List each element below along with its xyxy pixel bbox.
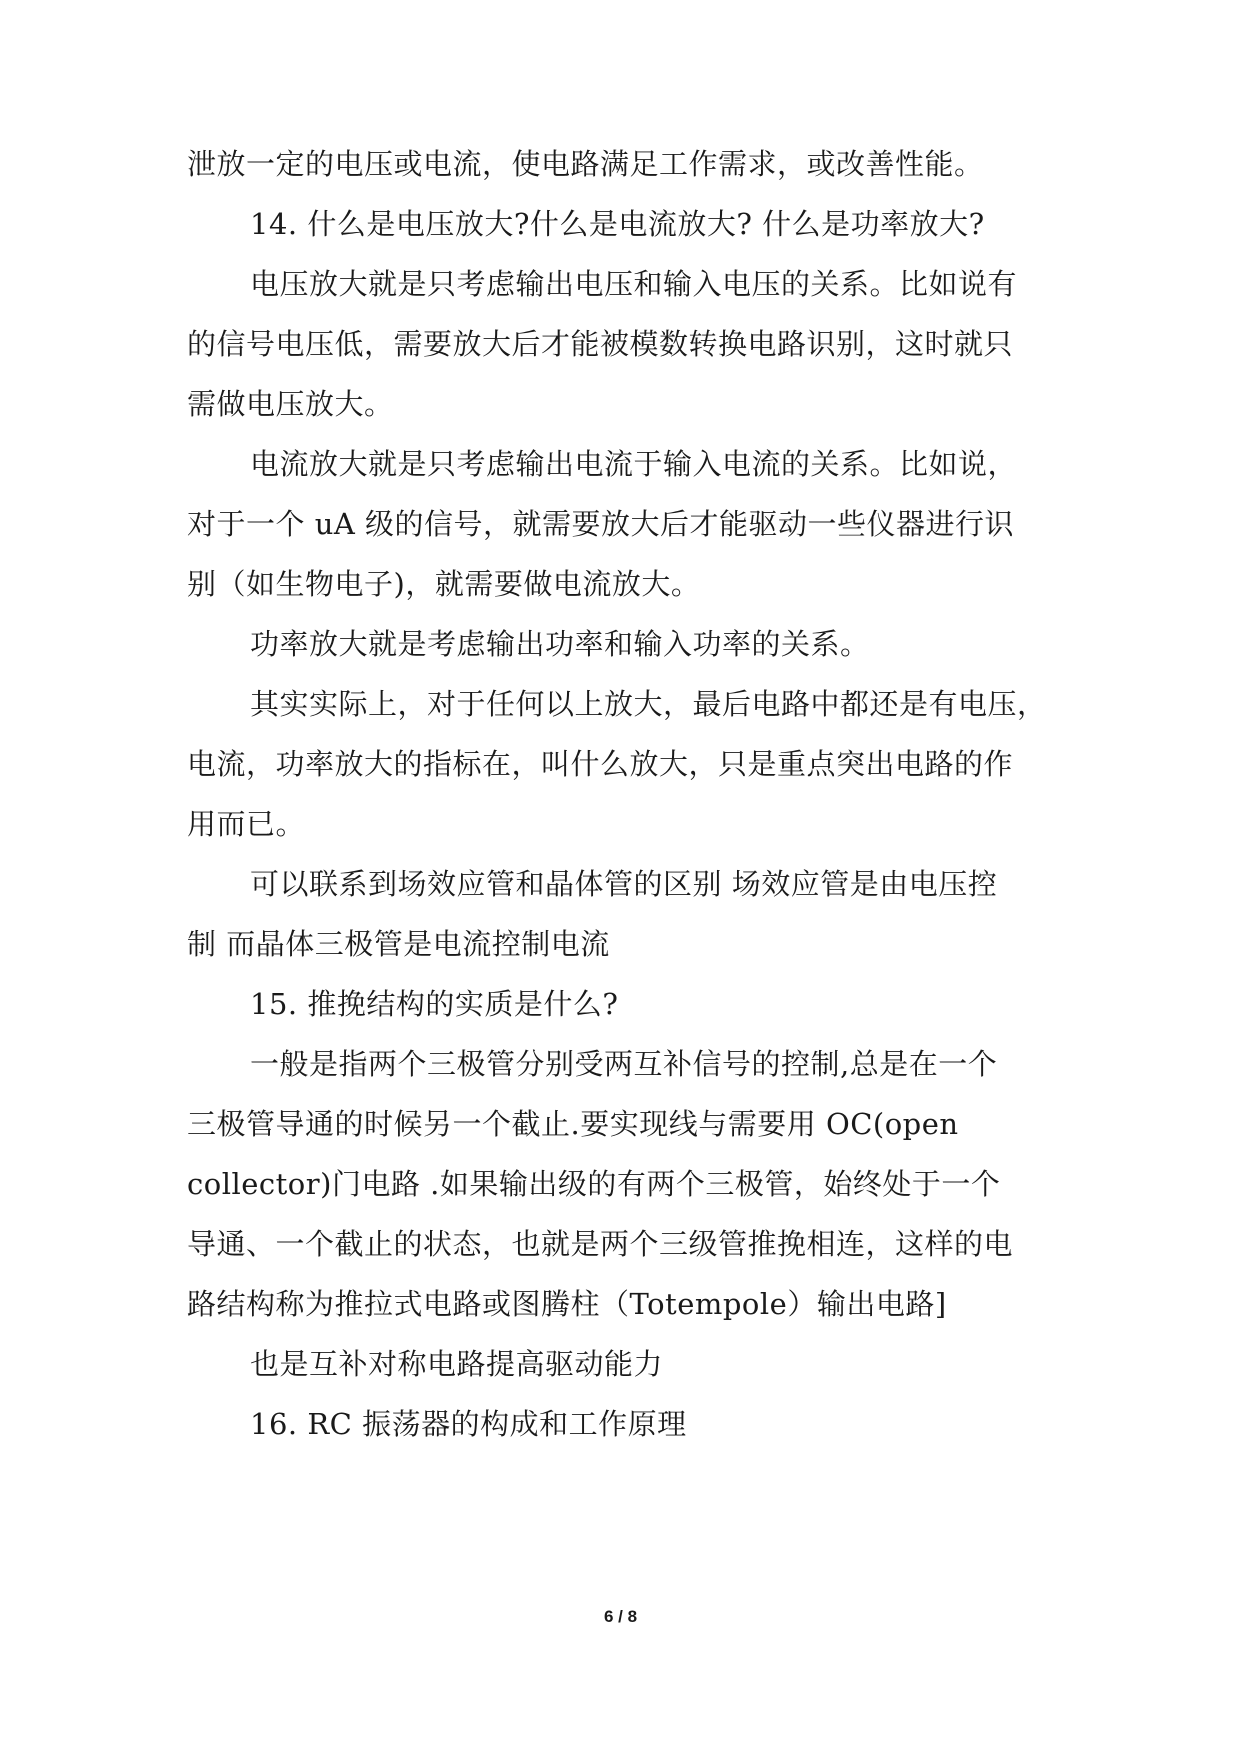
text-line: 用而已。 (187, 807, 306, 841)
text-line: 路结构称为推拉式电路或图腾柱（Totempole）输出电路] (187, 1287, 947, 1321)
question-heading-14: 14. 什么是电压放大?什么是电流放大? 什么是功率放大? (250, 207, 985, 241)
text-line: 电流放大就是只考虑输出电流于输入电流的关系。比如说， (250, 447, 1018, 481)
text-line: 也是互补对称电路提高驱动能力 (250, 1347, 664, 1381)
text-line: 对于一个 uA 级的信号，就需要放大后才能驱动一些仪器进行识 (187, 507, 1015, 541)
text-line: 制 而晶体三极管是电流控制电流 (187, 927, 610, 961)
text-line: collector)门电路 .如果输出级的有两个三极管，始终处于一个 (187, 1167, 1001, 1201)
text-line: 的信号电压低，需要放大后才能被模数转换电路识别，这时就只 (187, 327, 1014, 361)
text-line: 一般是指两个三极管分别受两互补信号的控制,总是在一个 (250, 1047, 998, 1081)
text-line: 可以联系到场效应管和晶体管的区别 场效应管是由电压控 (250, 867, 998, 901)
text-line: 需做电压放大。 (187, 387, 394, 421)
text-line: 别（如生物电子)，就需要做电流放大。 (187, 567, 701, 601)
text-line: 其实实际上，对于任何以上放大，最后电路中都还是有电压， (250, 687, 1047, 721)
text-line: 电流，功率放大的指标在，叫什么放大，只是重点突出电路的作 (187, 747, 1014, 781)
question-heading-16: 16. RC 振荡器的构成和工作原理 (250, 1407, 687, 1441)
text-line: 功率放大就是考虑输出功率和输入功率的关系。 (250, 627, 870, 661)
text-line: 三极管导通的时候另一个截止.要实现线与需要用 OC(open (187, 1107, 959, 1141)
text-line: 泄放一定的电压或电流，使电路满足工作需求，或改善性能。 (187, 147, 984, 181)
text-line: 电压放大就是只考虑输出电压和输入电压的关系。比如说有 (250, 267, 1018, 301)
question-heading-15: 15. 推挽结构的实质是什么? (250, 987, 619, 1021)
text-line: 导通、一个截止的状态，也就是两个三级管推挽相连，这样的电 (187, 1227, 1014, 1261)
page-number: 6 / 8 (603, 1607, 638, 1626)
